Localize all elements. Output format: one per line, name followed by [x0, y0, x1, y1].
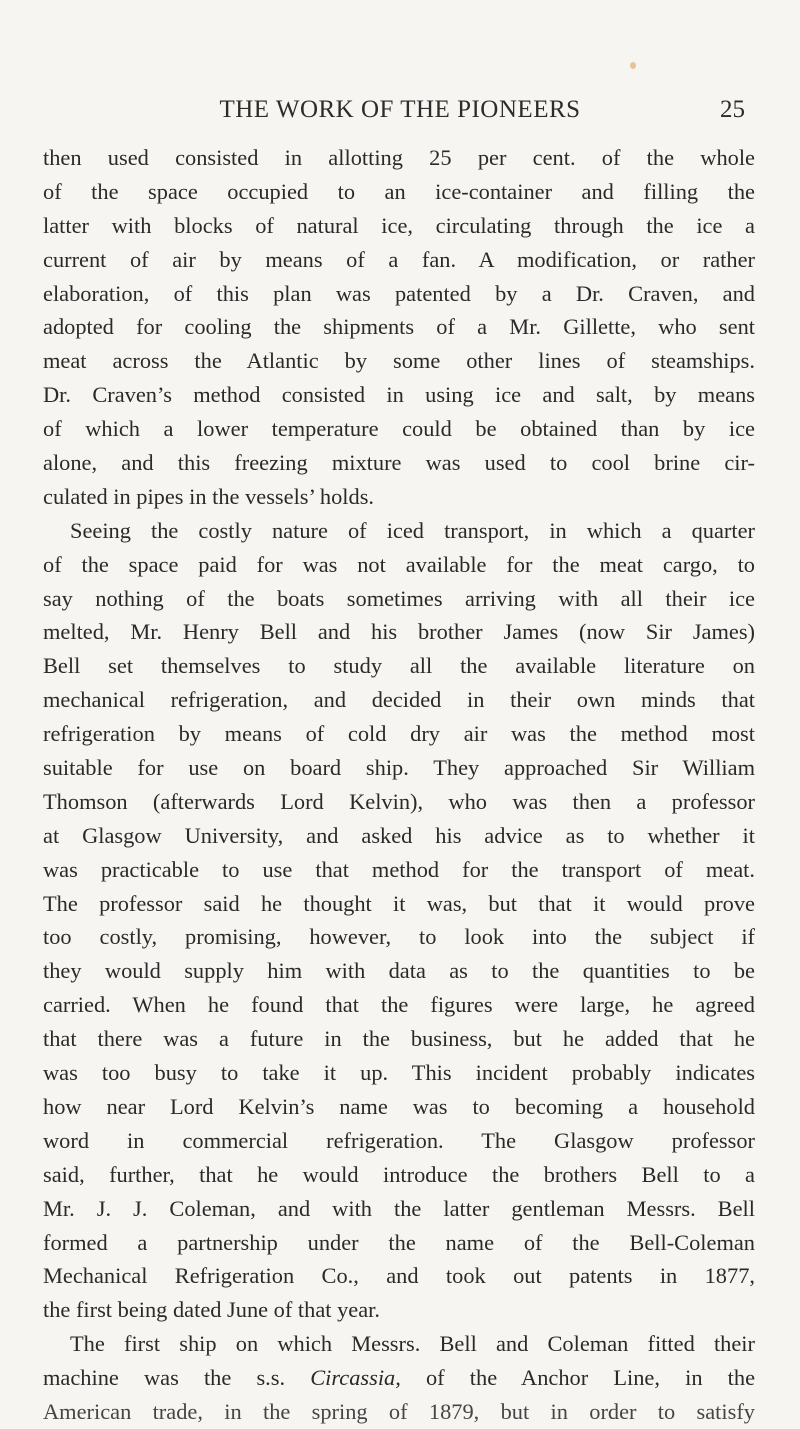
text-line: adopted for cooling the shipments of a Mr. Gillette, who sent	[43, 314, 755, 340]
line-segment: of the Anchor Line, in the	[400, 1365, 755, 1391]
text-line: carried. When he found that the figures were large, he agreed	[43, 992, 755, 1018]
text-line-with-ship-name	[43, 1361, 755, 1395]
text-line: too costly, promising, however, to look into the subject if	[43, 924, 755, 950]
paragraph-end-line: the first being dated June of that year.	[43, 1297, 380, 1323]
text-line: latter with blocks of natural ice, circulating through the ice a	[43, 212, 755, 238]
running-head	[0, 93, 800, 127]
line-segment: machine was the s.s.	[43, 1365, 311, 1391]
text-line: then used consisted in allotting 25 per cent. of the whole	[43, 145, 755, 170]
text-line: meat across the Atlantic by some other lines of steamships.	[43, 348, 755, 374]
text-line: of which a lower temperature could be obtained than by ice	[43, 416, 755, 442]
paragraph-start-line: The first ship on which Messrs. Bell and Coleman fitted their	[70, 1331, 755, 1357]
paragraph-start-line: Seeing the costly nature of iced transport, in which a quarter	[70, 517, 755, 543]
text-line: said, further, that he would introduce the brothers Bell to a	[43, 1161, 755, 1187]
text-line: word in commercial refrigeration. The Glasgow professor	[43, 1127, 755, 1153]
text-line: Thomson (afterwards Lord Kelvin), who was then a professor	[43, 788, 755, 814]
paragraph-end-line: culated in pipes in the vessels’ holds.	[43, 483, 375, 509]
text-line: Bell set themselves to study all the available literature on	[43, 653, 755, 679]
text-line: current of air by means of a fan. A modification, or rather	[43, 246, 755, 272]
text-line: at Glasgow University, and asked his advice as to whether it	[43, 822, 755, 848]
text-line: they would supply him with data as to the quantities to be	[43, 958, 755, 984]
text-line: refrigeration by means of cold dry air was the method most	[43, 721, 755, 747]
text-line: say nothing of the boats sometimes arriving with all their ice	[43, 585, 755, 611]
text-line: Mr. J. J. Coleman, and with the latter gentleman Messrs. Bell	[43, 1195, 755, 1221]
text-line: suitable for use on board ship. They approached Sir William	[43, 755, 755, 781]
text-line: formed a partnership under the name of the Bell-Coleman	[43, 1229, 755, 1255]
body-text	[43, 141, 755, 1429]
text-line: was practicable to use that method for the transport of meat.	[43, 856, 755, 882]
ink-speck	[630, 62, 636, 69]
text-line: how near Lord Kelvin’s name was to becoming a household	[43, 1093, 755, 1119]
text-line: elaboration, of this plan was patented by a Dr. Craven, and	[43, 280, 755, 306]
ship-name-italic: Circassia,	[310, 1365, 401, 1391]
page-number: 25	[720, 96, 745, 123]
text-line: of the space occupied to an ice-container and filling the	[43, 178, 755, 204]
text-line: that there was a future in the business, but he added that he	[43, 1026, 755, 1052]
text-line: Dr. Craven’s method consisted in using ice and salt, by means	[43, 382, 755, 408]
text-line: was too busy to take it up. This incident probably indicates	[43, 1060, 755, 1086]
text-line: American trade, in the spring of 1879, but in order to satisfy	[43, 1398, 755, 1424]
text-line: The professor said he thought it was, but that it would prove	[43, 890, 755, 916]
text-line: melted, Mr. Henry Bell and his brother James (now Sir James)	[43, 619, 755, 645]
text-line: Mechanical Refrigeration Co., and took out patents in 1877,	[43, 1263, 755, 1289]
text-line: of the space paid for was not available for the meat cargo, to	[43, 551, 755, 577]
text-line: alone, and this freezing mixture was used to cool brine cir-	[43, 450, 755, 476]
running-title: THE WORK OF THE PIONEERS	[219, 96, 581, 123]
text-line: mechanical refrigeration, and decided in their own minds that	[43, 687, 755, 713]
